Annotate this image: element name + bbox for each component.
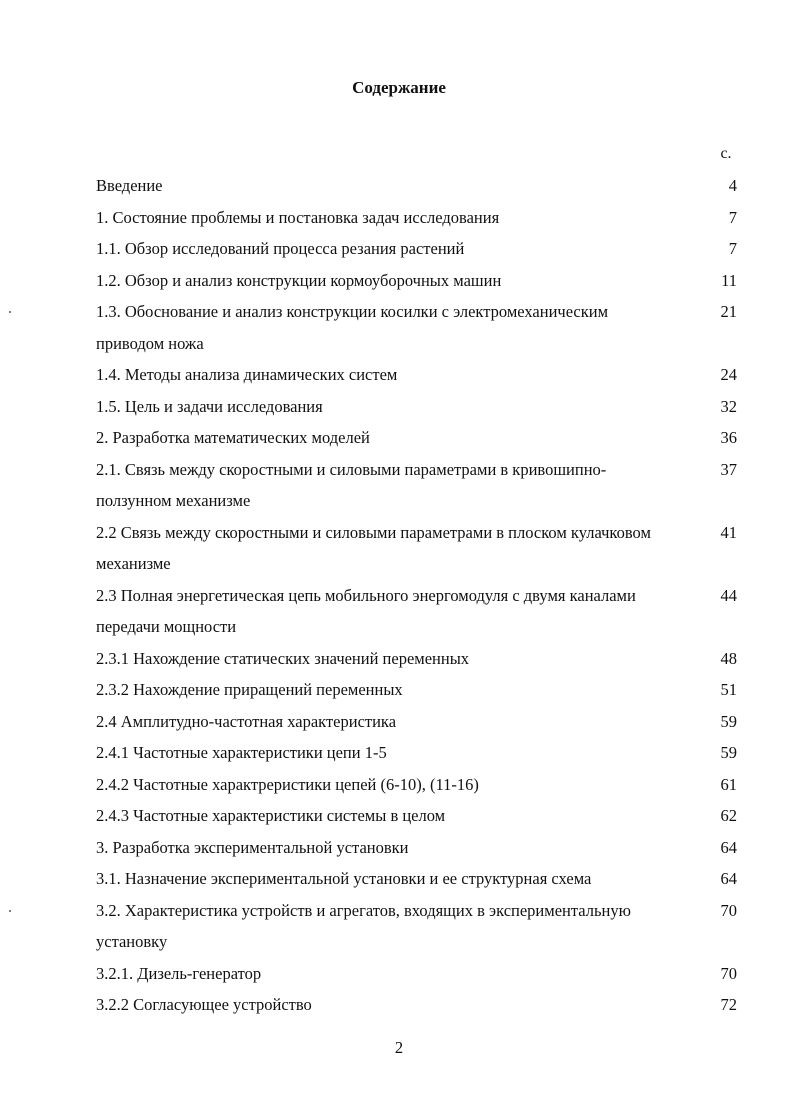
toc-entry-title: 3.1. Назначение экспериментальной установки и ее структурная схема — [96, 869, 592, 888]
toc-entry — [96, 989, 741, 1021]
toc-entry-title: 2.3.1 Нахождение статических значений переменных — [96, 648, 470, 668]
toc-entry-title: 2.4.3 Частотные характеристики системы в целом — [96, 806, 446, 825]
toc-entry-page: 48 — [720, 648, 737, 668]
toc-entry-title: 2.3.2 Нахождение приращений переменных — [96, 680, 403, 699]
toc-entry — [96, 391, 741, 423]
toc-entry-page: 24 — [720, 365, 737, 384]
toc-entry-page: 7 — [728, 239, 737, 258]
page-number: 2 — [394, 1038, 404, 1057]
toc-entry-title: 1. Состояние проблемы и постановка задач исследования — [96, 207, 500, 227]
toc-entry — [96, 643, 741, 675]
toc-entry-title: 3.2. Характеристика устройств и агрегатов, входящих в экспериментальную установку — [96, 900, 631, 951]
toc-entry — [96, 265, 741, 297]
page-column-label: с. — [720, 145, 732, 162]
toc-entry-page: 7 — [728, 207, 737, 227]
toc-entry-title: 3.2.1. Дизель-генератор — [96, 963, 262, 983]
toc-entry-title: Введение — [96, 176, 163, 195]
toc-entry-page: 72 — [720, 995, 737, 1014]
toc-entry-page: 59 — [720, 743, 737, 762]
toc-entry — [96, 769, 741, 801]
toc-entry-page: 44 — [720, 585, 737, 605]
toc-entry-title: 1.1. Обзор исследований процесса резания растений — [96, 239, 465, 258]
toc-entry — [96, 517, 741, 580]
toc-entry-page: 37 — [720, 459, 737, 479]
toc-entry-title: 2.4.1 Частотные характеристики цепи 1-5 — [96, 743, 387, 762]
toc-entry-title: 1.4. Методы анализа динамических систем — [96, 365, 398, 384]
toc-entry — [96, 233, 741, 265]
toc-entry-title: 2. Разработка математических моделей — [96, 428, 370, 447]
toc-entry-title: 1.3. Обоснование и анализ конструкции косилки с электромеханическим приводом ножа — [96, 302, 609, 353]
toc-entry-page: 32 — [720, 396, 737, 416]
toc-entry — [96, 832, 741, 864]
toc-entry-page: 70 — [720, 900, 737, 920]
toc-entry — [96, 170, 741, 202]
toc-entry-title: 2.4.2 Частотные характреристики цепей (6-10), (11-16) — [96, 774, 479, 794]
toc-entry-title: 2.4 Амплитудно-частотная характеристика — [96, 711, 397, 731]
toc-entry-page: 64 — [720, 837, 737, 857]
toc-entry — [96, 895, 741, 958]
page-title: Содержание — [352, 78, 446, 97]
toc-entry-title: 2.1. Связь между скоростными и силовыми параметрами в кривошипно-ползунном механизме — [96, 459, 607, 510]
toc-entry — [96, 202, 741, 234]
toc-entry — [96, 296, 741, 359]
toc-entry-title: 2.3 Полная энергетическая цепь мобильного энергомодуля с двумя каналами передачи мощности — [96, 585, 636, 636]
toc-entry — [96, 800, 741, 832]
toc-entry — [96, 706, 741, 738]
toc-entry-page: 41 — [720, 522, 737, 542]
toc-entry — [96, 580, 741, 643]
table-of-contents — [96, 170, 741, 1021]
toc-entry — [96, 737, 741, 769]
toc-entry — [96, 674, 741, 706]
toc-entry-title: 3.2.2 Согласующее устройство — [96, 995, 312, 1014]
toc-entry — [96, 863, 741, 895]
toc-entry-page: 70 — [720, 963, 737, 983]
toc-entry-title: 1.5. Цель и задачи исследования — [96, 396, 323, 416]
toc-entry-title: 3. Разработка экспериментальной установки — [96, 837, 409, 857]
toc-entry-title: 2.2 Связь между скоростными и силовыми параметрами в плоском кулачковом механизме — [96, 522, 651, 573]
toc-entry-page: 21 — [720, 302, 737, 321]
toc-entry-page: 61 — [720, 774, 737, 794]
toc-entry-page: 62 — [720, 806, 737, 825]
toc-entry-title: 1.2. Обзор и анализ конструкции кормоуборочных машин — [96, 270, 502, 290]
toc-entry — [96, 359, 741, 391]
toc-entry-page: 64 — [720, 869, 737, 888]
toc-entry — [96, 422, 741, 454]
scan-mark — [9, 910, 11, 912]
toc-entry-page: 11 — [721, 270, 737, 290]
toc-entry — [96, 454, 741, 517]
toc-entry-page: 51 — [720, 680, 737, 699]
scan-mark — [9, 311, 11, 313]
toc-entry-page: 4 — [728, 176, 737, 195]
toc-entry-page: 36 — [720, 428, 737, 447]
toc-entry — [96, 958, 741, 990]
toc-entry-page: 59 — [720, 711, 737, 731]
